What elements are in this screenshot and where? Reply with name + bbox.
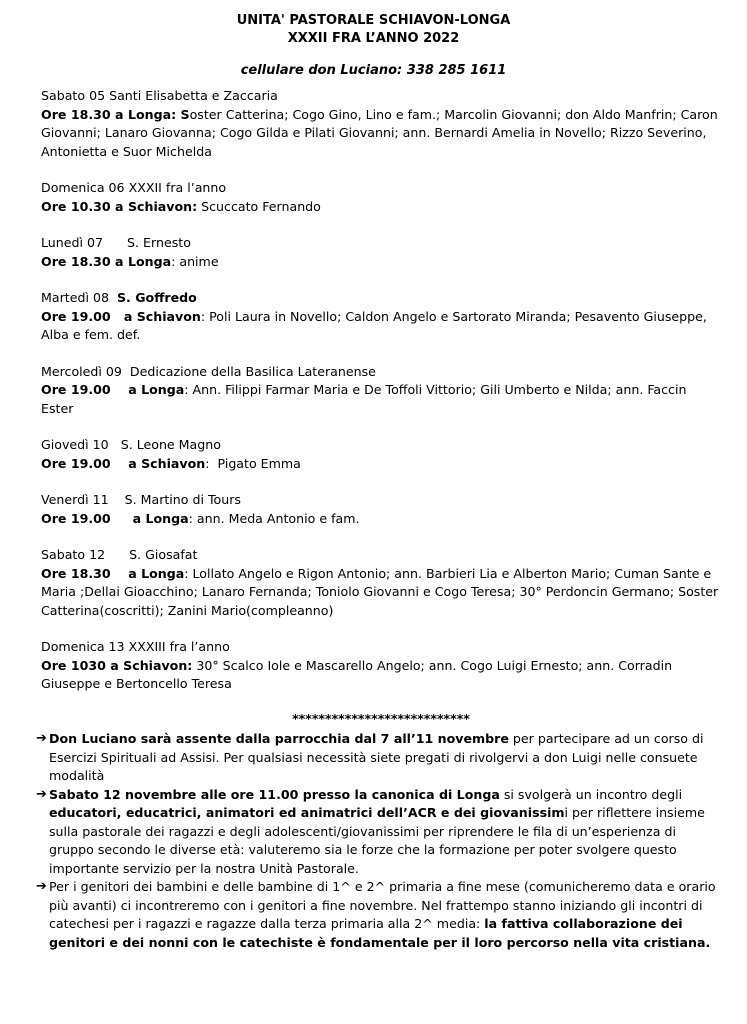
title-unita-pastorale: UNITA' PASTORALE SCHIAVON-LONGA xyxy=(236,13,511,28)
mass-time-place: Ore 19.00 a Schiavon xyxy=(41,308,201,324)
entry-mass xyxy=(41,657,721,694)
schedule-entry xyxy=(41,87,721,161)
entry-day: Sabato 05 Santi Elisabetta e Zaccaria xyxy=(41,88,278,103)
entry-day: Sabato 12 S. Giosafat xyxy=(41,547,198,562)
phone-contact: cellulare don Luciano: 338 285 1611 xyxy=(240,63,507,78)
asterisk-separator: *************************** xyxy=(292,710,470,726)
schedule-entry xyxy=(41,289,721,345)
announcement-text: i per riflettere insieme sulla pastorale dei ragazzi e degli adolescenti/giovanissimi per riprendere le fila di un’esperienza di gruppo secondo le diverse età: valuteremo sia le forze che la formazione per poter svolgere questo importante servizio per la nostra Unità Pastorale. xyxy=(49,805,705,876)
entry-day: Domenica 06 XXXII fra l’anno xyxy=(41,180,227,195)
mass-intentions: oster Catterina; Cogo Gino, Lino e fam.; Marcolin Giovanni; don Aldo Manfrin; Caron Giovanni; Lanaro Giovanna; Cogo Gilda e Pilati Giovanni; ann. Bernardi Amelia in Novello; Rizzo Severino, Antonietta e Suor Michelda xyxy=(41,106,718,159)
mass-intentions: : Ann. Filippi Farmar Maria e De Toffoli Vittorio; Gili Umberto e Nilda; ann. Faccin Ester xyxy=(41,382,687,416)
mass-intentions: : Lollato Angelo e Rigon Antonio; ann. Barbieri Lia e Alberton Mario; Cuman Sante e Maria ;Dellai Gioacchino; Lanaro Fernanda; Toniolo Giovanni e Cogo Teresa; 30° Perdoncin Germano; Soster Catterina(coscritti); Zanini Mario(compleanno) xyxy=(41,565,719,618)
mass-time-place: Ore 19.00 a Longa xyxy=(41,510,189,526)
title-liturgical-week: XXXII FRA L’ANNO 2022 xyxy=(287,31,460,46)
announcements xyxy=(0,730,721,952)
mass-intentions: Scuccato Fernando xyxy=(197,198,321,214)
right-arrow-icon: ➔ xyxy=(36,786,47,802)
mass-intentions: : anime xyxy=(171,253,219,269)
entry-day-date: Martedì 08 xyxy=(41,290,117,305)
mass-time-place: Ore 10.30 a Schiavon: xyxy=(41,198,198,214)
announcement-text: Per i genitori dei bambini e delle bambine di 1^ e 2^ primaria a fine mese (comunicheremo data e orario più avanti) ci incontreremo con i genitori a fine novembre. Nel frattempo stanno iniziando gli incontri di catechesi per i ragazzi e ragazze dalla terza primaria alla 2^ media: xyxy=(49,879,716,931)
announcement-highlight: Don Luciano sarà assente dalla parrocchia dal 7 all’11 novembre xyxy=(49,731,509,746)
entry-mass xyxy=(41,455,721,474)
entry-day: Lunedì 07 S. Ernesto xyxy=(41,235,191,250)
entry-mass xyxy=(41,198,721,217)
mass-time-place: Ore 1030 a Schiavon: xyxy=(41,657,193,673)
mass-intentions: : ann. Meda Antonio e fam. xyxy=(188,510,360,526)
announcement-list xyxy=(0,730,721,952)
mass-intentions: 30° Scalco Iole e Mascarello Angelo; ann. Cogo Luigi Ernesto; ann. Corradin Giuseppe e Bertoncello Teresa xyxy=(41,657,673,691)
mass-time-place: Ore 19.00 a Schiavon xyxy=(41,455,206,471)
schedule-entry xyxy=(41,436,721,473)
entry-mass xyxy=(41,106,721,162)
entry-day-saint: S. Goffredo xyxy=(116,290,197,305)
announcement-highlight: educatori, educatrici, animatori ed animatrici dell’ACR e dei giovanissim xyxy=(49,805,565,820)
announcement-text: si svolgerà un incontro degli xyxy=(499,786,683,802)
schedule-entry xyxy=(41,546,721,620)
entry-mass xyxy=(41,510,721,529)
mass-schedule xyxy=(36,87,721,952)
announcement-highlight: Sabato 12 novembre alle ore 11.00 presso la canonica di Longa xyxy=(49,786,500,802)
entry-day: Giovedì 10 S. Leone Magno xyxy=(41,437,221,452)
entry-mass xyxy=(41,381,721,418)
schedule-entry xyxy=(41,363,721,419)
mass-time-place: Ore 18.30 a Longa: S xyxy=(41,106,190,122)
schedule-entry xyxy=(41,179,721,216)
announcement-text: per partecipare ad un corso di Esercizi Spirituali ad Assisi. Per qualsiasi necessità siete pregati di rivolgervi a don Luigi nelle consuete modalità xyxy=(49,731,704,783)
mass-time-place: Ore 18.30 a Longa xyxy=(41,565,185,581)
entry-day xyxy=(41,289,721,308)
announcement-highlight: la fattiva collaborazione dei genitori e dei nonni con le catechiste è fondamentale per il loro percorso nella vita cristiana. xyxy=(49,916,711,950)
right-arrow-icon: ➔ xyxy=(36,879,47,894)
schedule-entry xyxy=(41,234,721,271)
mass-time-place: Ore 18.30 a Longa xyxy=(41,253,172,269)
announcement-item xyxy=(0,730,721,786)
schedule-entry xyxy=(41,638,721,694)
entry-day: Domenica 13 XXXIII fra l’anno xyxy=(41,639,230,654)
announcement-item xyxy=(0,878,721,952)
announcement-item xyxy=(0,786,721,879)
entry-mass xyxy=(41,308,721,345)
schedule-entry xyxy=(41,491,721,528)
right-arrow-icon: ➔ xyxy=(36,731,47,746)
entry-mass xyxy=(41,253,721,272)
entry-day: Mercoledì 09 Dedicazione della Basilica Lateranense xyxy=(41,363,376,379)
entry-mass xyxy=(41,565,721,621)
mass-intentions: : Poli Laura in Novello; Caldon Angelo e Sartorato Miranda; Pesavento Giuseppe, Alba e fem. def. xyxy=(41,308,707,342)
mass-time-place: Ore 19.00 a Longa xyxy=(41,382,185,397)
entry-day: Venerdì 11 S. Martino di Tours xyxy=(41,492,241,507)
mass-intentions: : Pigato Emma xyxy=(205,455,301,471)
